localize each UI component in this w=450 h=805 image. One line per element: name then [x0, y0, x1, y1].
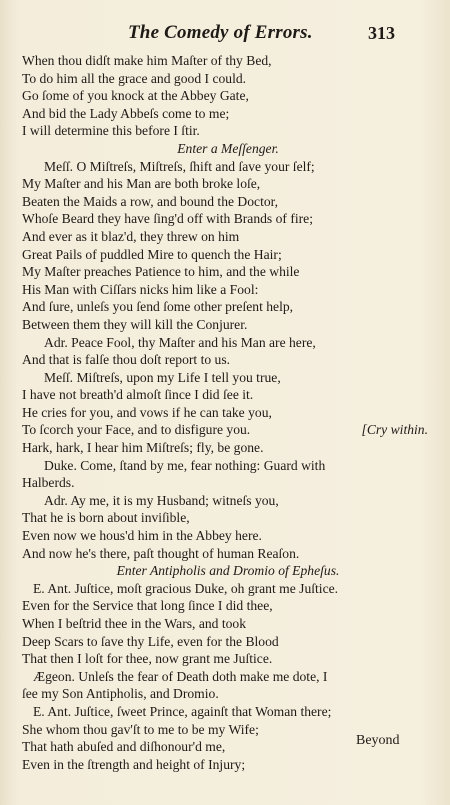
verse-line: Deep Scars to ſave thy Life, even for the Blood [22, 633, 279, 649]
verse-line: Hark, hark, I hear him Miſtreſs; fly, be gone. [22, 440, 264, 456]
verse-line: Between them they will kill the Conjurer. [22, 316, 248, 332]
play-text [22, 52, 434, 773]
verse-line: He cries for you, and vows if he can take you, [22, 404, 272, 420]
verse-line: My Maſter and his Man are both broke loſe, [22, 176, 261, 192]
verse-line: I have not breath'd almoſt ſince I did ſee it. [22, 387, 254, 403]
verse-line: When thou didſt make him Maſter of thy Bed, [22, 53, 272, 68]
verse-line: And now he's there, paſt thought of human Reaſon. [22, 545, 300, 561]
verse-line: That he is born about inviſible, [22, 510, 190, 526]
verse-line: I will determine this before I ſtir. [22, 123, 200, 139]
verse-line: To do him all the grace and good I could. [22, 70, 247, 86]
verse-line: Beaten the Maids a row, and bound the Doctor, [22, 193, 279, 209]
verse-line: That hath abuſed and diſhonour'd me, [22, 739, 226, 755]
verse-line: ſee my Son Antipholis, and Dromio. [22, 686, 219, 702]
stage-direction: Enter a Meſſenger. [177, 140, 279, 156]
verse-line: Halberds. [22, 475, 75, 491]
speech-line: Meſſ. O Miſtreſs, Miſtreſs, ſhift and ſave your ſelf; [44, 158, 315, 174]
verse-line-with-cue [22, 421, 434, 439]
speech-line: E. Ant. Juſtice, moſt gracious Duke, oh grant me Juſtice. [33, 580, 339, 596]
verse-line: She whom thou gav'ſt to me to be my Wife; [22, 721, 259, 737]
verse-line: Even now we hous'd him in the Abbey here. [22, 528, 262, 544]
verse-line: His Man with Ciſſars nicks him like a Fool: [22, 281, 259, 297]
verse-line: And bid the Lady Abbeſs come to me; [22, 105, 230, 121]
speech-line: E. Ant. Juſtice, ſweet Prince, againſt that Woman there; [33, 703, 332, 719]
verse-line: Whoſe Beard they have ſing'd off with Brands of fire; [22, 211, 313, 227]
verse-line: Great Pails of puddled Mire to quench the Hair; [22, 246, 282, 262]
verse-line: And that is falſe thou doſt report to us. [22, 352, 231, 368]
verse-text: To ſcorch your Face, and to disfigure you. [22, 422, 251, 438]
stage-direction: Enter Antipholis and Dromio of Epheſus. [116, 563, 340, 579]
page-number: 313 [368, 23, 395, 43]
speech-line: Adr. Ay me, it is my Husband; witneſs you, [44, 492, 279, 508]
verse-line: Go ſome of you knock at the Abbey Gate, [22, 88, 249, 104]
verse-line: Even in the ſtrength and height of Injury; [22, 756, 246, 772]
verse-line: And ever as it blaz'd, they threw on him [22, 228, 240, 244]
running-title: The Comedy of Errors. [128, 22, 313, 43]
stage-cue: [Cry within. [361, 422, 428, 438]
verse-line: When I beſtrid thee in the Wars, and took [22, 616, 247, 631]
verse-line: Even for the Service that long ſince I did thee, [22, 598, 273, 614]
speech-line: Ægeon. Unleſs the fear of Death doth make me dote, I [33, 668, 328, 684]
speech-line: Meſſ. Miſtreſs, upon my Life I tell you true, [44, 369, 281, 385]
verse-line: That then I loſt for thee, now grant me Juſtice. [22, 651, 273, 667]
speech-line: Duke. Come, ſtand by me, fear nothing: Guard with [44, 457, 326, 473]
speech-line: Adr. Peace Fool, thy Maſter and his Man are here, [44, 334, 316, 350]
verse-line: My Maſter preaches Patience to him, and the while [22, 264, 300, 280]
page-header [0, 22, 450, 48]
verse-line: And ſure, unleſs you ſend ſome other preſent help, [22, 299, 294, 315]
catchword: Beyond [356, 733, 400, 748]
